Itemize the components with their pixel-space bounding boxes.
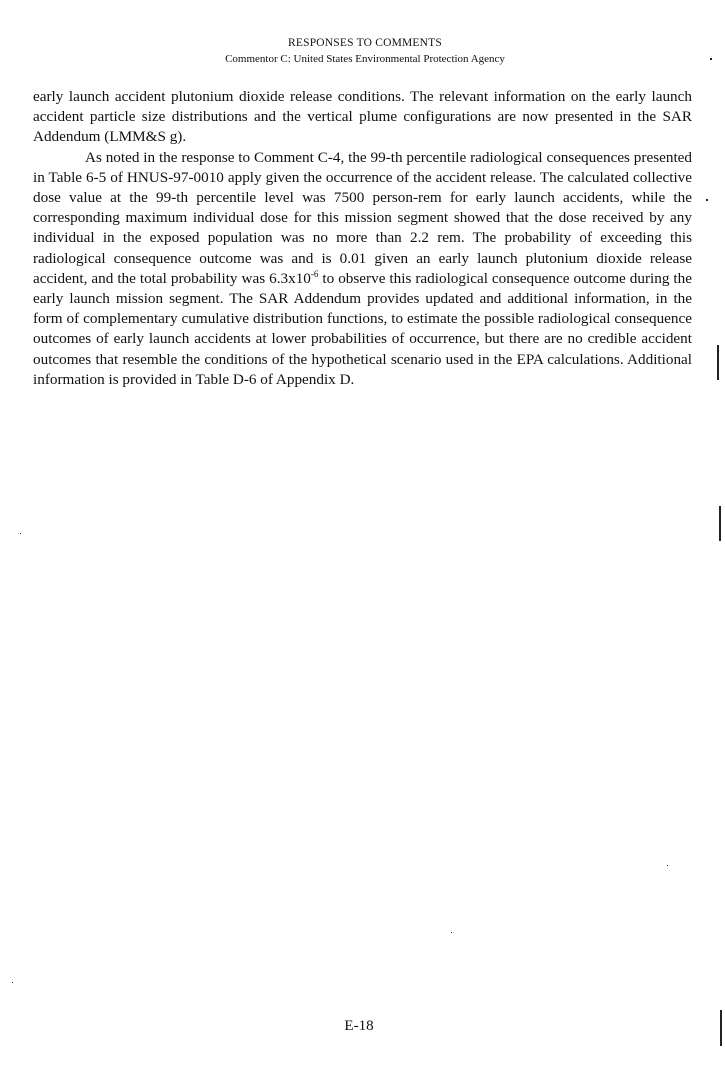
scan-speck [12,982,13,983]
scan-speck [706,199,708,201]
exponent-superscript: -6 [310,268,319,279]
scan-speck [667,865,668,866]
scan-speck [710,58,712,60]
scan-speck [451,932,452,933]
change-bar [717,345,719,380]
header-title: RESPONSES TO COMMENTS [288,37,442,49]
body-text [33,87,692,390]
change-bar [720,1010,722,1046]
scan-speck [20,533,21,534]
paragraph-1: early launch accident plutonium dioxide release conditions. The relevant information on the early launch accident particle size distributions and the vertical plume configurations are now presented in the SAR Addendum (LMM&S g). [33,88,692,146]
page-number: E-18 [344,1018,374,1034]
paragraph-2 [33,148,692,390]
header-subtitle: Commentor C: United States Environmental Protection Agency [225,53,505,65]
paragraph-2-text-part-1: As noted in the response to Comment C-4, the 99-th percentile radiological consequences presented in Table 6-5 of HNUS-97-0010 apply given the occurrence of the accident release. The calculated collective dose value at the 99-th percentile level was 7500 person-rem for early launch accidents, while the corresponding maximum individual dose for this mission segment showed that the dose received by any individual in the exposed population was no more than 2.2 rem. The probability of exceeding this radiological consequence outcome was and is 0.01 given an early launch plutonium dioxide release accident, and the total probability was 6.3x10 [33,148,692,287]
change-bar [719,506,721,541]
paragraph-2-text-part-2: to observe this radiological consequence outcome during the early launch mission segment. The SAR Addendum provides updated and additional information, in the form of complementary cumulative distribution functions, to estimate the possible radiological consequence outcomes of early launch accidents at lower probabilities of occurrence, but there are no credible accident outcomes that resemble the conditions of the hypothetical scenario used in the EPA calculations. Additional information is provided in Table D-6 of Appendix D. [33,269,692,388]
